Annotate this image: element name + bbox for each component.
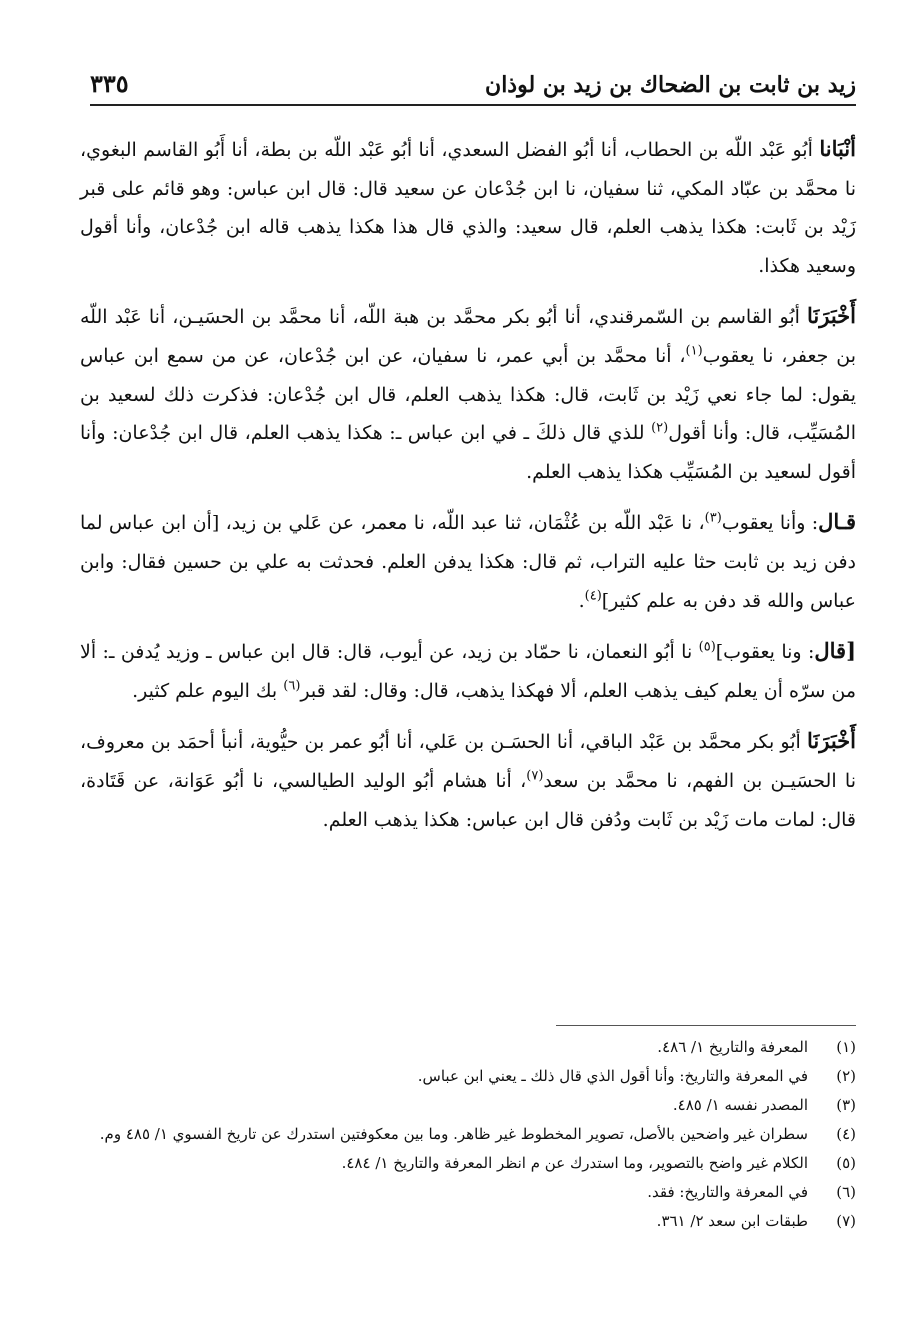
paragraph-text: بك اليوم علم كثير. (132, 679, 284, 702)
page-header (90, 60, 856, 106)
paragraph-5 (80, 722, 856, 839)
footnote-item (80, 1207, 856, 1236)
footnote-ref-6[interactable]: (٦) (283, 678, 301, 694)
footnote-ref-5[interactable]: (٥) (698, 639, 716, 655)
paragraph-text: : ونا يعقوب] (715, 641, 815, 664)
page-number: ٣٣٥ (90, 69, 129, 98)
footnote-item (80, 1033, 856, 1062)
footnote-number: (١) (836, 1038, 856, 1056)
paragraph-text: ، أنا محمَّد بن أبي عمر، نا سفيان، عن ابن جُدْعان، عن من سمع ابن عباس يقول: لما جاء نعي زَيْد بن ثَابت، قال: هكذا يذهب العلم، قال ابن جُدْعان: فذكرت ذلك لسعيد بن المُسَيِّب، قال: وأنا أقول (80, 344, 856, 445)
paragraph-text: : وأنا يعقوب (721, 512, 819, 535)
footnote-number: (٤) (836, 1125, 856, 1143)
paragraph-text: نا أبُو النعمان، نا حمّاد بن زيد، عن أيوب، قال: قال ابن عباس ـ وزيد يُدفن ـ: ألا من سرّه أن يعلم كيف يذهب العلم، ألا فهكذا يذهب، قال: وقال: لقد قبر (80, 641, 856, 702)
footnote-item (80, 1091, 856, 1120)
footnote-text: المعرفة والتاريخ ١/ ٤٨٦. (657, 1038, 808, 1056)
paragraph-4 (80, 632, 856, 710)
footnote-separator (556, 1025, 856, 1026)
footnote-text: طبقات ابن سعد ٢/ ٣٦١. (656, 1212, 808, 1230)
footnote-ref-3[interactable]: (٣) (704, 511, 722, 527)
paragraph-text: . (578, 589, 585, 612)
footnote-number: (٣) (836, 1096, 856, 1114)
footnote-number: (٦) (836, 1183, 856, 1201)
footnotes (80, 1033, 856, 1236)
footnote-item (80, 1178, 856, 1207)
paragraph-1 (80, 130, 856, 285)
footnote-text: في المعرفة والتاريخ: فقد. (647, 1183, 808, 1201)
paragraph-keyword: أَخْبَرَنَا (807, 728, 856, 754)
paragraph-text: أبُو عَبْد اللّه بن الحطاب، أنا أبُو الفضل السعدي، أنا أبُو عَبْد اللّه بن بطة، أنا أَبُو القاسم البغوي، نا محمَّد بن عبّاد المكي، ثنا سفيان، نا ابن جُدْعان عن سعيد قال: قال ابن عباس: وهو قائم على قبر زَيْد بن ثَابت: هكذا يذهب العلم، قال سعيد: والذي قال هذا هكذا يذهب قاله ابن جُدْعان، وأنا أقول وسعيد هكذا. (80, 139, 856, 277)
paragraph-3 (80, 503, 856, 620)
paragraph-keyword: أَخْبَرَنَا (807, 303, 856, 329)
footnote-text: في المعرفة والتاريخ: وأنا أقول الذي قال ذلك ـ يعني ابن عباس. (417, 1067, 808, 1085)
paragraph-text: أبُو القاسم بن السّمرقندي، أنا أبُو بكر محمَّد بن هبة اللّه، أنا محمَّد بن الحسَيـن، أنا عَبْد اللّه بن جعفر، نا يعقوب (80, 306, 856, 367)
paragraph-2 (80, 297, 856, 491)
footnote-item (80, 1062, 856, 1091)
footnote-item (80, 1149, 856, 1178)
footnote-ref-2[interactable]: (٢) (651, 420, 669, 436)
running-title: زيد بن ثابت بن الضحاك بن زيد بن لوذان (485, 72, 856, 98)
footnote-number: (٥) (836, 1154, 856, 1172)
footnote-text: المصدر نفسه ١/ ٤٨٥. (672, 1096, 808, 1114)
footnote-ref-4[interactable]: (٤) (584, 588, 602, 604)
main-text (80, 130, 856, 851)
paragraph-keyword: أنْبَانا (819, 136, 856, 161)
footnote-ref-1[interactable]: (١) (685, 343, 703, 359)
paragraph-text: أبُو بكر محمَّد بن عَبْد الباقي، أنا الحسَـن بن عَلي، أنا أبُو عمر بن حيُّوية، أنبأ أحمَد بن معروف، نا الحسَيـن بن الفهم، نا محمَّد بن سعد (80, 731, 856, 792)
paragraph-text: ، نا عَبْد اللّه بن عُثْمَان، ثنا عبد اللّه، نا معمر، عن عَلي بن زيد، [أن ابن عباس لما دفن زيد بن ثابت حثا عليه التراب، ثم قال: هكذا يدفن العلم. فحدثت به علي بن حسين فقال: وابن عباس والله قد دفن به علم كثير] (80, 512, 856, 612)
paragraph-text: للذي قال ذلكَ ـ في ابن عباس ـ: هكذا يذهب العلم، قال ابن جُدْعان: وأنا أقول لسعيد بن المُسَيِّب هكذا يذهب العلم. (80, 422, 856, 483)
paragraph-keyword: قـال (818, 509, 856, 535)
footnote-number: (٧) (836, 1212, 856, 1230)
footnote-text: الكلام غير واضح بالتصوير، وما استدرك عن م انظر المعرفة والتاريخ ١/ ٤٨٤. (341, 1154, 808, 1172)
paragraph-keyword: [قال (814, 638, 857, 664)
footnote-item (80, 1120, 856, 1149)
footnote-text: سطران غير واضحين بالأصل، تصوير المخطوط غير ظاهر. وما بين معكوفتين استدرك عن تاريخ الفسوي ١/ ٤٨٥ وم. (99, 1125, 808, 1143)
footnote-ref-7[interactable]: (٧) (526, 768, 544, 784)
footnote-number: (٢) (836, 1067, 856, 1085)
paragraph-text: ، أنا هشام أبُو الوليد الطيالسي، نا أبُو عَوَانة، عن قَتَادة، قال: لمات مات زَيْد بن ثَابت ودُفن قال ابن عباس: هكذا يذهب العلم. (80, 769, 856, 831)
